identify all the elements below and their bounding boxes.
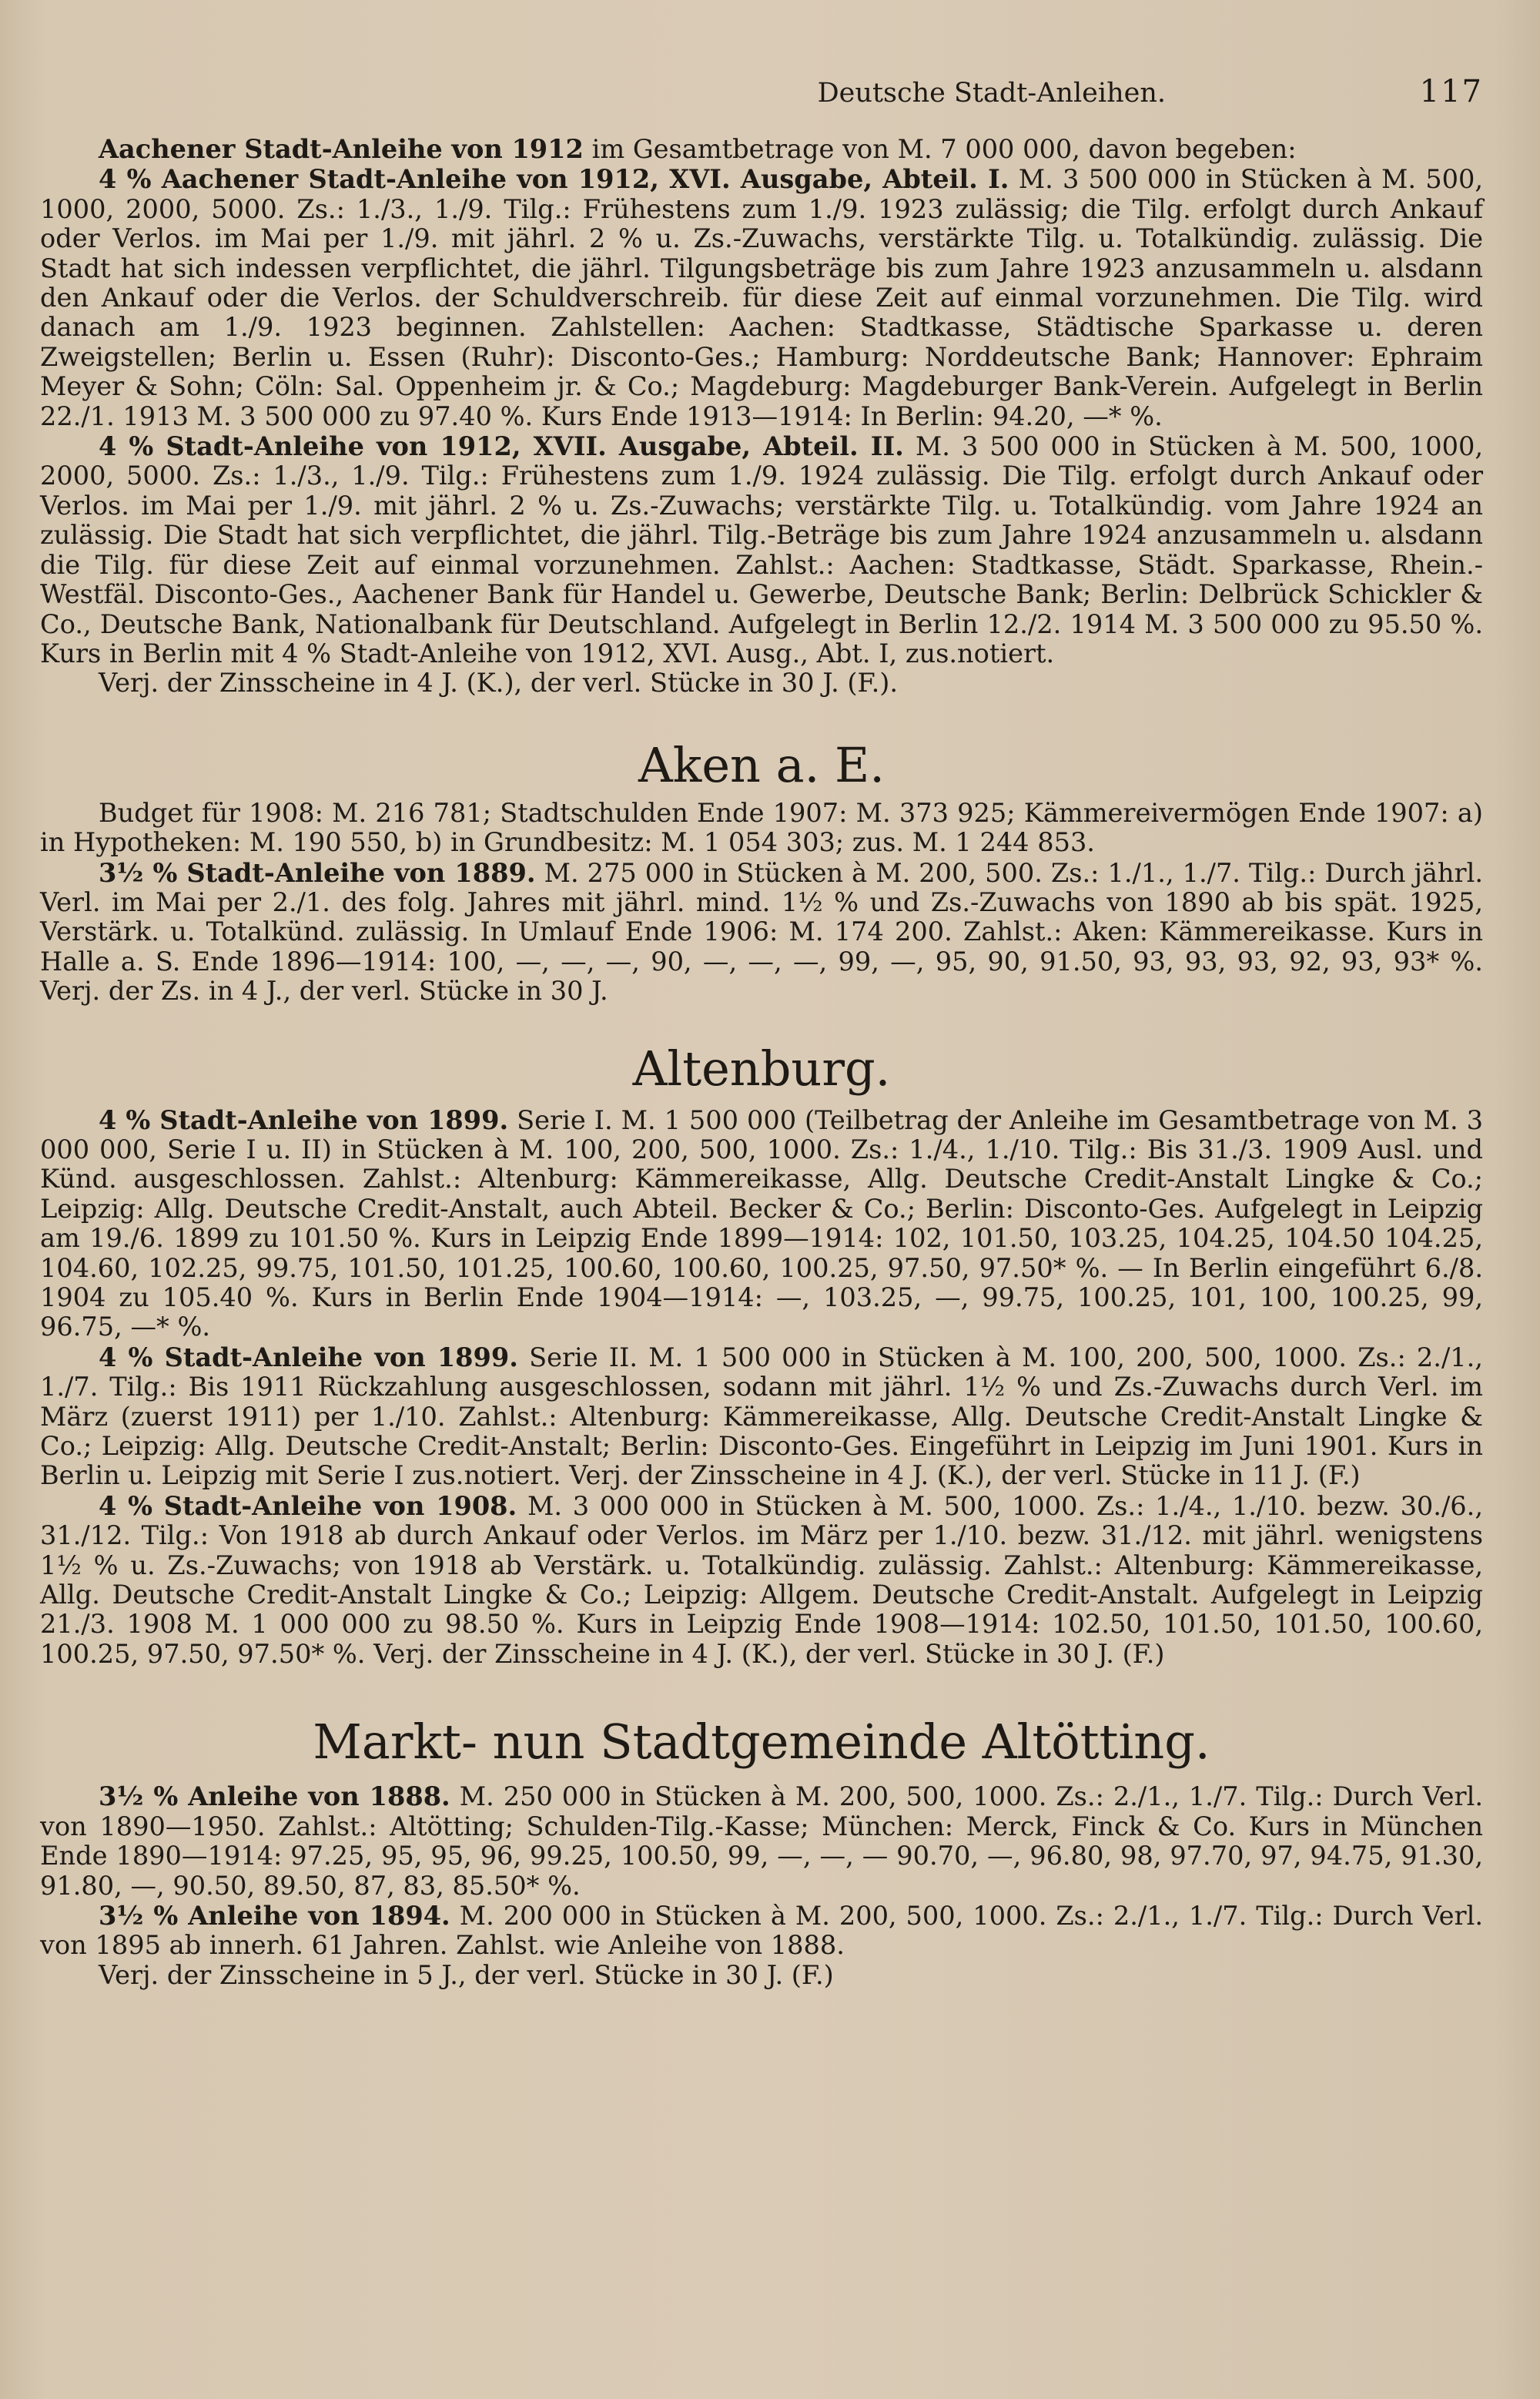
altenburg-loan-1908-text: M. 3 000 000 in Stücken à M. 500, 1000. Zs.: 1./4., 1./10. bezw. 30./6., 31./12. Tilg.: Von 1918 ab durch Ankauf oder Verlos. im März per 1./10. bezw. 31./12. mit jährl. wenigstens 1½ % u. Zs.-Zuwachs; von 1918 ab Verstärk. u. Totalkündig. zulässig. Zahlst.: Altenburg: Kämmereikasse, Allg. Deutsche Credit-Anstalt Lingke & Co.; Leipzig: Allgem. Deutsche Credit-Anstalt. Aufgelegt in Leipzig 21./3. 1908 M. 1 000 000 zu 98.50 %. Kurs in Leipzig Ende 1908—1914: 102.50, 101.50, 101.50, 100.60, 100.25, 97.50, 97.50* %. Verj. der Zinsscheine in 4 J. (K.), der verl. Stücke in 30 J. (F.) xyxy=(40,1490,1483,1669)
altenburg-loan-1908-title: 4 % Stadt-Anleihe von 1908. xyxy=(99,1489,517,1521)
aachen-loan-xvii-text: M. 3 500 000 in Stücken à M. 500, 1000, 2000, 5000. Zs.: 1./3., 1./9. Tilg.: Frühestens zum 1./9. 1924 zulässig. Die Tilg. erfolgt durch Ankauf oder Verlos. im Mai per 1./9. mit jährl. 2 % u. Zs.-Zuwachs; verstärkte Tilg. u. Totalkündig. vom Jahre 1924 an zulässig. Die Stadt hat sich verpflichtet, die jährl. Tilg.-Beträge bis zum Jahre 1924 anzusammeln u. alsdann die Tilg. für diese Zeit auf einmal vorzunehmen. Zahlst.: Aachen: Stadtkasse, Städt. Sparkasse, Rhein.-Westfäl. Disconto-Ges., Aachener Bank für Handel u. Gewerbe, Deutsche Bank; Berlin: Delbrück Schickler & Co., Deutsche Bank, Nationalbank für Deutschland. Aufgelegt in Berlin 12./2. 1914 M. 3 500 000 zu 95.50 %. Kurs in Berlin mit 4 % Stadt-Anleihe von 1912, XVI. Ausg., Abt. I, zus.notiert. xyxy=(40,431,1483,668)
altoetting-loan-1888 xyxy=(40,1781,1483,1901)
altoetting-loan-1888-title: 3½ % Anleihe von 1888. xyxy=(99,1781,450,1812)
altoetting-prescription: Verj. der Zinsscheine in 5 J., der verl. Stücke in 30 J. (F.) xyxy=(99,1959,834,1990)
altenburg-loan-1899-serie-1-text: Serie I. M. 1 500 000 (Teilbetrag der Anleihe im Gesamtbetrage von M. 3 000 000, Serie I u. II) in Stücken à M. 100, 200, 500, 1000. Zs.: 1./4., 1./10. Tilg.: Bis 31./3. 1909 Ausl. und Künd. ausgeschlossen. Zahlst.: Altenburg: Kämmereikasse, Allg. Deutsche Credit-Anstalt Lingke & Co.; Leipzig: Allg. Deutsche Credit-Anstalt, auch Abteil. Becker & Co.; Berlin: Disconto-Ges. Aufgelegt in Leipzig am 19./6. 1899 zu 101.50 %. Kurs in Leipzig Ende 1899—1914: 102, 101.50, 103.25, 104.25, 104.50 104.25, 104.60, 102.25, 99.75, 101.50, 101.25, 100.60, 100.60, 100.25, 97.50, 97.50* %. — In Berlin eingeführt 6./8. 1904 zu 105.40 %. Kurs in Berlin Ende 1904—1914: —, 103.25, —, 99.75, 100.25, 101, 100, 100.25, 99, 96.75, —* %. xyxy=(40,1104,1483,1342)
altenburg-loan-1899-serie-2 xyxy=(40,1342,1483,1491)
aachen-loan-xvii xyxy=(40,431,1483,668)
aken-budget: Budget für 1908: M. 216 781; Stadtschulden Ende 1907: M. 373 925; Kämmereivermögen Ende 1907: a) in Hypotheken: M. 190 550, b) in Grundbesitz: M. 1 054 303; zus. M. 1 244 853. xyxy=(40,797,1483,858)
running-title: Deutsche Stadt-Anleihen. xyxy=(817,78,1166,109)
aachen-intro-text: im Gesamtbetrage von M. 7 000 000, davon begeben: xyxy=(583,134,1297,164)
aachen-loan-xvi-title: 4 % Aachener Stadt-Anleihe von 1912, XVI. Ausgabe, Abteil. I. xyxy=(99,163,1009,195)
altenburg-loan-1899-serie-2-title: 4 % Stadt-Anleihe von 1899. xyxy=(99,1341,518,1372)
city-heading-altoetting: Markt- nun Stadtgemeinde Altötting. xyxy=(313,1714,1210,1771)
page-number: 117 xyxy=(1419,74,1483,109)
aken-loan-1889 xyxy=(40,858,1483,1007)
altoetting-loan-1888-text: M. 250 000 in Stücken à M. 200, 500, 1000. Zs.: 2./1., 1./7. Tilg.: Durch Verl. von 1890—1950. Zahlst.: Altötting; Schulden-Tilg.-Kasse; München: Merck, Finck & Co. Kurs in München Ende 1890—1914: 97.25, 95, 95, 96, 99.25, 100.50, 99, —, —, — 90.70, —, 96.80, 98, 97.70, 97, 94.75, 91.30, 91.80, —, 90.50, 89.50, 87, 83, 85.50* %. xyxy=(40,1781,1484,1901)
aachen-loan-xvii-title: 4 % Stadt-Anleihe von 1912, XVII. Ausgabe, Abteil. II. xyxy=(99,431,904,462)
aachen-intro-title: Aachener Stadt-Anleihe von 1912 xyxy=(99,133,584,164)
altenburg-loan-1899-serie-1 xyxy=(40,1105,1483,1342)
city-heading-aken: Aken a. E. xyxy=(638,736,886,793)
aachen-intro xyxy=(40,134,1483,164)
page-header xyxy=(40,74,1483,120)
aken-loan-1889-text: M. 275 000 in Stücken à M. 200, 500. Zs.: 1./1., 1./7. Tilg.: Durch jährl. Verl. im Mai per 2./1. des folg. Jahres mit jährl. mind. 1½ % und Zs.-Zuwachs von 1890 ab bis spät. 1925, Verstärk. u. Totalkünd. zulässig. In Umlauf Ende 1906: M. 174 200. Zahlst.: Aken: Kämmereikasse. Kurs in Halle a. S. Ende 1896—1914: 100, —, —, —, 90, —, —, —, 99, —, 95, 90, 91.50, 93, 93, 93, 92, 93, 93* %. Verj. der Zs. in 4 J., der verl. Stücke in 30 J. xyxy=(40,857,1484,1007)
aachen-loan-xvi-text: M. 3 500 000 in Stücken à M. 500, 1000, 2000, 5000. Zs.: 1./3., 1./9. Tilg.: Frühestens zum 1./9. 1923 zulässig; die Tilg. erfolgt durch Ankauf oder Verlos. im Mai per 1./9. mit jährl. 2 % u. Zs.-Zuwachs, verstärkte Tilg. u. Totalkündig. zulässig. Die Stadt hat sich indessen verpflichtet, die jährl. Tilgungsbeträge bis zum Jahre 1923 anzusammeln u. alsdann den Ankauf oder die Verlos. der Schuldverschreib. für diese Zeit auf einmal vorzunehmen. Die Tilg. wird danach am 1./9. 1923 beginnen. Zahlstellen: Aachen: Stadtkasse, Städtische Sparkasse u. deren Zweigstellen; Berlin u. Essen (Ruhr): Disconto-Ges.; Hamburg: Norddeutsche Bank; Hannover: Ephraim Meyer & Sohn; Cöln: Sal. Oppenheim jr. & Co.; Magdeburg: Magdeburger Bank-Verein. Aufgelegt in Berlin 22./1. 1913 M. 3 500 000 zu 97.40 %. Kurs Ende 1913—1914: In Berlin: 94.20, —* %. xyxy=(40,164,1483,431)
altoetting-loan-1894 xyxy=(40,1901,1483,1961)
aachen-loan-xvi xyxy=(40,164,1483,431)
altoetting-loan-1894-text: M. 200 000 in Stücken à M. 200, 500, 1000. Zs.: 2./1., 1./7. Tilg.: Durch Verl. von 1895 ab innerh. 61 Jahren. Zahlst. wie Anleihe von 1888. xyxy=(40,1900,1484,1961)
altoetting-loan-1894-title: 3½ % Anleihe von 1894. xyxy=(99,1899,450,1931)
city-heading-altenburg: Altenburg. xyxy=(632,1040,891,1097)
altenburg-loan-1899-serie-2-text: Serie II. M. 1 500 000 in Stücken à M. 100, 200, 500, 1000. Zs.: 2./1., 1./7. Tilg.: Bis 1911 Rückzahlung ausgeschlossen, sodann mit jährl. 1½ % und Zs.-Zuwachs durch Verl. im März (zuerst 1911) per 1./10. Zahlst.: Altenburg: Kämmereikasse, Allg. Deutsche Credit-Anstalt Lingke & Co.; Leipzig: Allg. Deutsche Credit-Anstalt; Berlin: Disconto-Ges. Eingeführt in Leipzig im Juni 1901. Kurs in Berlin u. Leipzig mit Serie I zus.notiert. Verj. der Zinsscheine in 4 J. (K.), der verl. Stücke in 11 J. (F.) xyxy=(40,1342,1483,1491)
aachen-prescription: Verj. der Zinsscheine in 4 J. (K.), der verl. Stücke in 30 J. (F.). xyxy=(99,668,899,699)
altenburg-loan-1908 xyxy=(40,1491,1483,1669)
altenburg-loan-1899-serie-1-title: 4 % Stadt-Anleihe von 1899. xyxy=(99,1104,509,1135)
aken-loan-1889-title: 3½ % Stadt-Anleihe von 1889. xyxy=(99,856,536,888)
